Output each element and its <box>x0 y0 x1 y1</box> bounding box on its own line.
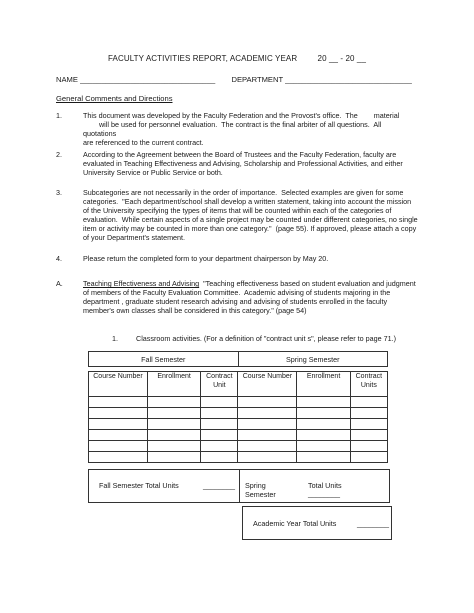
col-course-number: Course Number <box>89 372 148 397</box>
col-course-number: Course Number <box>238 372 297 397</box>
table-row[interactable] <box>89 452 388 463</box>
fall-total-label: Fall Semester Total Units <box>99 481 179 490</box>
report-title: FACULTY ACTIVITIES REPORT, ACADEMIC YEAR <box>107 54 298 63</box>
col-contract-unit: Contract Unit <box>201 372 238 397</box>
section-text: "Teaching effectiveness based on student evaluation and judgment of members of the Faculty Evaluation Committee. Academic advising of students majoring in the department , graduate student research advising and advising of students enrolled in the faculty member's own classes shall be considered in this category." (page 54) <box>83 279 418 315</box>
table-row[interactable] <box>89 419 388 430</box>
page-title <box>0 54 474 64</box>
spring-total-label: Total Units <box>308 481 342 490</box>
spring-total-box <box>239 469 390 503</box>
semester-label: Semester <box>245 490 276 499</box>
year-total-field[interactable]: ________ <box>357 519 389 528</box>
semester-header-table <box>88 351 388 367</box>
item-number: 4. <box>56 254 62 263</box>
classroom-activities <box>112 334 396 343</box>
subitem-text: Classroom activities. (For a definition of "contract unit s", please refer to page 71.) <box>136 334 396 343</box>
direction-item <box>56 188 418 242</box>
name-label: NAME <box>56 75 78 84</box>
department-field[interactable]: ______________________________ <box>285 75 412 84</box>
spring-total-field[interactable]: ________ <box>308 489 340 498</box>
academic-year-total-box <box>242 506 392 540</box>
year-total-label: Academic Year Total Units <box>253 519 337 528</box>
item-text: According to the Agreement between the Board of Trustees and the Faculty Federation, faculty are evaluated in Teaching Effectiveness and Advising, Scholarship and Professional Activities, and either University Service or Public Service or both. <box>83 150 405 177</box>
item-number: 3. <box>56 188 62 197</box>
department-label: DEPARTMENT <box>231 75 283 84</box>
direction-item <box>56 111 418 147</box>
classroom-activities-table <box>88 371 388 463</box>
item-text: Subcategories are not necessarily in the order of importance. Selected examples are given for some categories. "Each department/school shall develop a written statement, taking into account the mission of the University specifying the types of items that will be counted within each of the categories of evaluation. While certain aspects of a single project may be counted under different categories, no single item or activity may be counted in more than one category." (page 55). If approved, please attach a copy of your Department's statement. <box>83 188 420 242</box>
table-row[interactable] <box>89 397 388 408</box>
col-contract-units: Contract Units <box>350 372 387 397</box>
table-header-row <box>89 372 388 397</box>
academic-year: 20 __ - 20 __ <box>317 54 366 63</box>
subitem-number: 1. <box>112 334 118 343</box>
item-text: This document was developed by the Faculty Federation and the Provost's office. The material will be used for personnel evaluation. The contract is the final arbiter of all questions. All quotations are referenced to the current contract. <box>83 111 400 147</box>
fall-total-box <box>88 469 240 503</box>
table-row[interactable] <box>89 430 388 441</box>
general-comments-heading: General Comments and Directions <box>56 94 173 103</box>
spring-semester-header: Spring Semester <box>238 352 388 367</box>
direction-item <box>56 254 418 263</box>
section-heading: Teaching Effectiveness and Advising <box>83 279 200 288</box>
fall-semester-header: Fall Semester <box>89 352 239 367</box>
fall-total-field[interactable]: ________ <box>203 481 235 490</box>
col-enrollment: Enrollment <box>297 372 350 397</box>
item-text: Please return the completed form to your department chairperson by May 20. <box>83 254 329 263</box>
direction-item <box>56 150 418 177</box>
section-a <box>56 279 418 315</box>
table-row[interactable] <box>89 408 388 419</box>
item-number: 2. <box>56 150 62 159</box>
spring-label: Spring <box>245 481 266 490</box>
name-field[interactable]: ________________________________ <box>80 75 216 84</box>
section-letter: A. <box>56 279 63 288</box>
item-number: 1. <box>56 111 62 120</box>
name-department-row <box>56 75 412 84</box>
col-enrollment: Enrollment <box>147 372 200 397</box>
table-row[interactable] <box>89 441 388 452</box>
